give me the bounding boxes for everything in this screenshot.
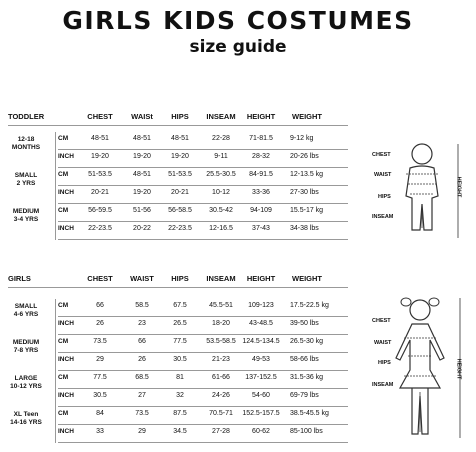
toddler-column-header: HEIGHT (246, 112, 276, 121)
girls-cell: 66 (138, 338, 146, 345)
girls-size-group (6, 411, 46, 427)
girls-unit-label: CM (58, 338, 69, 345)
girls-cell: 54-60 (252, 392, 270, 399)
toddler-hips-label: HIPS (378, 194, 391, 200)
size-group-line: LARGE (14, 375, 38, 382)
girls-cell: 24-26 (212, 392, 230, 399)
girls-unit-label: INCH (58, 320, 74, 327)
girls-cell: 77.5 (93, 374, 107, 381)
group-divider (55, 132, 56, 168)
girls-unit-label: INCH (58, 356, 74, 363)
toddler-size-group (6, 208, 46, 224)
girls-unit-label: INCH (58, 392, 74, 399)
group-divider (55, 407, 56, 443)
page-subtitle: size guide (189, 37, 287, 57)
row-divider (58, 167, 348, 168)
girls-cell: 87.5 (173, 410, 187, 417)
toddler-cell: 20-21 (171, 189, 189, 196)
toddler-cell: 20-22 (133, 225, 151, 232)
size-group-line: 2 YRS (16, 180, 36, 187)
girls-cell: 84 (96, 410, 104, 417)
girls-cell: 26 (138, 356, 146, 363)
toddler-header: TODDLER (8, 112, 45, 121)
row-divider (58, 424, 348, 425)
toddler-cell: 20-21 (91, 189, 109, 196)
girls-cell: 34.5 (173, 428, 187, 435)
girls-cell: 124.5-134.5 (242, 338, 280, 345)
toddler-cell: 51-53.5 (88, 171, 112, 178)
group-divider (55, 299, 56, 335)
girls-cell: 73.5 (93, 338, 107, 345)
girls-cell: 73.5 (135, 410, 149, 417)
girls-cell: 67.5 (173, 302, 187, 309)
girls-cell: 58-66 lbs (290, 356, 319, 363)
girls-size-group (6, 375, 46, 391)
girls-cell: 18-20 (212, 320, 230, 327)
girls-cell: 85-100 lbs (290, 428, 323, 435)
toddler-column-header: INSEAM (206, 112, 236, 121)
girls-cell: 29 (96, 356, 104, 363)
toddler-cell: 56-58.5 (168, 207, 192, 214)
toddler-size-group (6, 172, 46, 188)
toddler-column-header: WEIGHT (292, 112, 322, 121)
girls-hips-label: HIPS (378, 360, 391, 366)
girls-cell: 68.5 (135, 374, 149, 381)
toddler-cell: 15.5-17 kg (290, 207, 324, 214)
girls-cell: 26.5 (173, 320, 187, 327)
toddler-cell: 22-23.5 (88, 225, 112, 232)
group-divider (55, 335, 56, 371)
row-divider (58, 149, 348, 150)
toddler-cell: 19-20 (133, 153, 151, 160)
girls-cell: 30.5 (173, 356, 187, 363)
size-group-line: MEDIUM (12, 208, 40, 215)
girls-cell: 152.5-157.5 (242, 410, 280, 417)
size-group-line: MONTHS (11, 144, 41, 151)
row-divider (58, 221, 348, 222)
toddler-cell: 20-26 lbs (290, 153, 319, 160)
group-divider (55, 204, 56, 240)
toddler-cell: 22-23.5 (168, 225, 192, 232)
girls-column-header: INSEAM (206, 274, 236, 283)
girls-column-header: HIPS (171, 274, 189, 283)
group-divider (55, 168, 56, 204)
toddler-cell: 19-20 (91, 153, 109, 160)
girls-height-label: HEIGHT (455, 358, 462, 380)
girls-cell: 23 (138, 320, 146, 327)
toddler-cell: 48-51 (91, 135, 109, 142)
girls-column-header: CHEST (87, 274, 113, 283)
toddler-cell: 28-32 (252, 153, 270, 160)
girls-size-group (6, 339, 46, 355)
girls-cell: 27-28 (212, 428, 230, 435)
toddler-unit-label: CM (58, 171, 69, 178)
toddler-cell: 33-36 (252, 189, 270, 196)
size-group-line: 10-12 YRS (10, 383, 42, 390)
toddler-cell: 51-53.5 (168, 171, 192, 178)
girls-unit-label: CM (58, 302, 69, 309)
size-group-line: MEDIUM (12, 339, 40, 346)
size-group-line: 7-8 YRS (13, 347, 39, 354)
row-divider (8, 125, 348, 126)
toddler-height-label: HEIGHT (455, 176, 462, 198)
girls-chest-label: CHEST (372, 318, 391, 324)
girls-cell: 30.5 (93, 392, 107, 399)
toddler-cell: 12-13.5 kg (290, 171, 324, 178)
girls-cell: 137-152.5 (245, 374, 277, 381)
size-group-line: SMALL (14, 303, 38, 310)
toddler-cell: 25.5-30.5 (206, 171, 236, 178)
toddler-cell: 56-59.5 (88, 207, 112, 214)
toddler-cell: 94-109 (250, 207, 272, 214)
girls-cell: 26 (96, 320, 104, 327)
size-group-line: 12-18 (17, 136, 35, 143)
toddler-column-header: CHEST (87, 112, 113, 121)
toddler-cell: 12-16.5 (209, 225, 233, 232)
toddler-cell: 37-43 (252, 225, 270, 232)
row-divider (58, 203, 348, 204)
toddler-unit-label: INCH (58, 153, 74, 160)
toddler-cell: 48-51 (171, 135, 189, 142)
girls-cell: 33 (96, 428, 104, 435)
girls-waist-label: WAIST (374, 340, 392, 346)
girls-column-header: WEIGHT (292, 274, 322, 283)
girls-cell: 27 (138, 392, 146, 399)
girls-size-group (6, 303, 46, 319)
toddler-column-header: WAISt (131, 112, 153, 121)
size-group-line: SMALL (14, 172, 38, 179)
size-group-line: 14-16 YRS (10, 419, 42, 426)
girls-cell: 70.5-71 (209, 410, 233, 417)
girls-unit-label: CM (58, 374, 69, 381)
toddler-cell: 9-11 (214, 153, 228, 160)
girls-cell: 26.5-30 kg (290, 338, 324, 345)
girls-cell: 109-123 (248, 302, 274, 309)
size-group-line: 4-6 YRS (13, 311, 39, 318)
girls-cell: 53.5-58.5 (206, 338, 236, 345)
toddler-unit-label: CM (58, 207, 69, 214)
toddler-unit-label: INCH (58, 225, 74, 232)
girls-cell: 61-66 (212, 374, 230, 381)
girls-cell: 43-48.5 (249, 320, 273, 327)
row-divider (58, 316, 348, 317)
girls-cell: 45.5-51 (209, 302, 233, 309)
girls-cell: 58.5 (135, 302, 149, 309)
girls-cell: 81 (176, 374, 184, 381)
toddler-cell: 19-20 (133, 189, 151, 196)
toddler-inseam-label: INSEAM (372, 214, 394, 220)
toddler-cell: 48-51 (133, 171, 151, 178)
toddler-cell: 84-91.5 (249, 171, 273, 178)
toddler-cell: 48-51 (133, 135, 151, 142)
toddler-size-group (6, 136, 46, 152)
row-divider (58, 352, 348, 353)
girls-cell: 77.5 (173, 338, 187, 345)
girls-cell: 66 (96, 302, 104, 309)
size-group-line: 3-4 YRS (13, 216, 39, 223)
row-divider (58, 239, 348, 240)
toddler-cell: 27-30 lbs (290, 189, 319, 196)
toddler-unit-label: CM (58, 135, 69, 142)
row-divider (58, 442, 348, 443)
size-group-line: XL Teen (13, 411, 39, 418)
girls-column-header: WAIST (130, 274, 154, 283)
girls-cell: 29 (138, 428, 146, 435)
row-divider (58, 388, 348, 389)
toddler-unit-label: INCH (58, 189, 74, 196)
toddler-column-header: HIPS (171, 112, 189, 121)
toddler-cell: 34-38 lbs (290, 225, 319, 232)
girls-cell: 69-79 lbs (290, 392, 319, 399)
girls-cell: 32 (176, 392, 184, 399)
girls-cell: 31.5-36 kg (290, 374, 324, 381)
toddler-cell: 51-56 (133, 207, 151, 214)
row-divider (58, 406, 348, 407)
toddler-waist-label: WAIST (374, 172, 392, 178)
girls-column-header: HEIGHT (246, 274, 276, 283)
row-divider (58, 370, 348, 371)
toddler-chest-label: CHEST (372, 152, 391, 158)
toddler-cell: 71-81.5 (249, 135, 273, 142)
row-divider (8, 287, 348, 288)
girls-cell: 21-23 (212, 356, 230, 363)
girls-inseam-label: INSEAM (372, 382, 394, 388)
girls-cell: 49-53 (252, 356, 270, 363)
girls-unit-label: CM (58, 410, 69, 417)
toddler-cell: 10-12 (212, 189, 230, 196)
toddler-cell: 30.5-42 (209, 207, 233, 214)
toddler-cell: 22-28 (212, 135, 230, 142)
girls-cell: 39-50 lbs (290, 320, 319, 327)
toddler-cell: 9-12 kg (290, 135, 314, 142)
page-title: GIRLS KIDS COSTUMES (62, 6, 414, 35)
row-divider (58, 334, 348, 335)
girls-cell: 60-62 (252, 428, 270, 435)
row-divider (58, 185, 348, 186)
toddler-cell: 19-20 (171, 153, 189, 160)
girls-unit-label: INCH (58, 428, 74, 435)
girls-cell: 38.5-45.5 kg (290, 410, 329, 417)
girls-header: GIRLS (8, 274, 31, 283)
group-divider (55, 371, 56, 407)
girls-cell: 17.5-22.5 kg (290, 302, 329, 309)
